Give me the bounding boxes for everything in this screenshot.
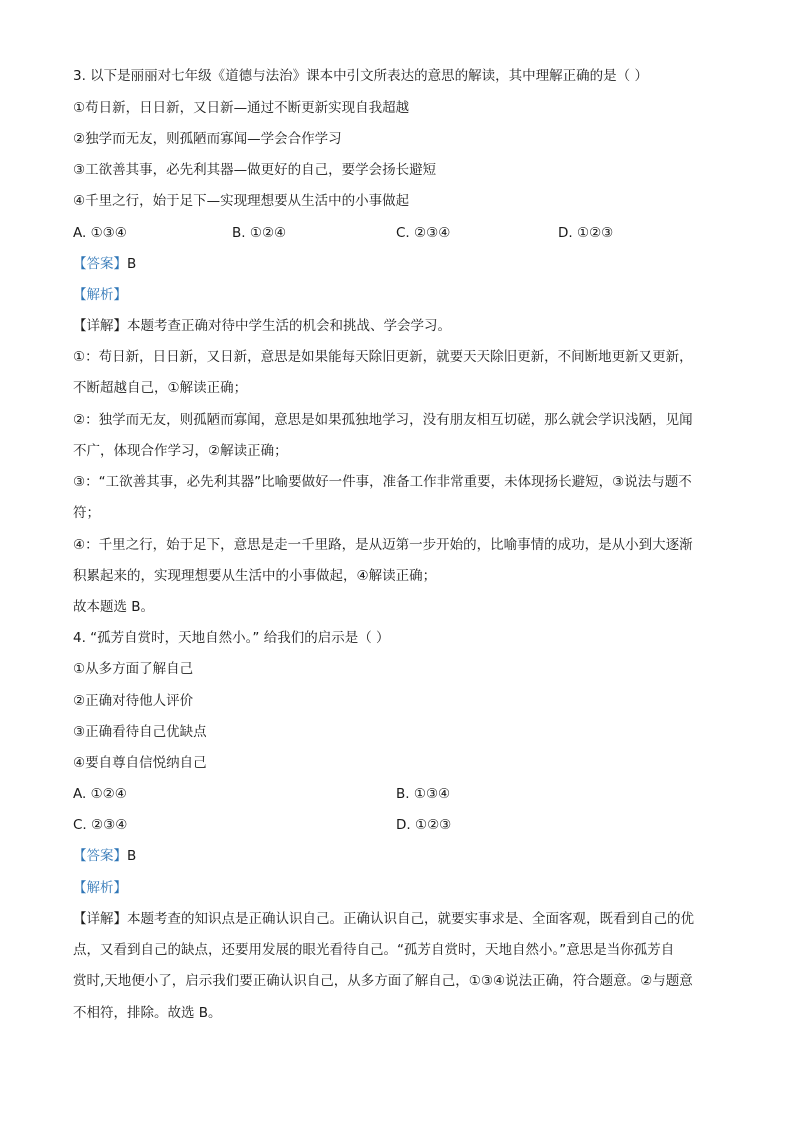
q4-explain-line: 赏时,天地便小了，启示我们要正确认识自己，从多方面了解自己，①③④说法正确，符合题意。②与题意 (73, 973, 693, 989)
q4-answer-value: B (127, 848, 137, 864)
q3-answer-value: B (127, 256, 137, 272)
q4-explain-line: 本题考查的知识点是正确认识自己。正确认识自己，就要实事求是、全面客观，既看到自己的优 (127, 911, 694, 927)
q3-answer-label: 【答案】 (73, 256, 127, 272)
q3-answer (73, 254, 136, 274)
q4-option-d: D. ①②③ (396, 817, 452, 833)
q4-option-a: A. ①②④ (73, 786, 127, 802)
q3-detail-text: 本题考查正确对待中学生活的机会和挑战、学会学习。 (127, 318, 451, 334)
q4-detail-label: 【详解】 (73, 911, 127, 927)
q3-explain-line: 不广，体现合作学习，②解读正确； (73, 443, 288, 459)
q4-item-2: ②正确对待他人评价 (73, 693, 194, 709)
q4-item-4: ④要自尊自信悦纳自己 (73, 755, 207, 771)
q3-stem: 3. 以下是丽丽对七年级《道德与法治》课本中引文所表达的意思的解读，其中理解正确的是（ ） (73, 68, 648, 84)
q3-explain-line: ③：“工欲善其事，必先利其器”比喻要做好一件事，准备工作非常重要，未体现扬长避短，③说法与题不 (73, 474, 692, 490)
q3-item-4: ④千里之行，始于足下—实现理想要从生活中的小事做起 (73, 193, 410, 209)
q3-explain-line: 不断超越自己，①解读正确； (73, 380, 248, 396)
q3-explain-line: ①：苟日新，日日新，又日新，意思是如果能每天除旧更新，就要天天除旧更新，不间断地更新又更新， (73, 349, 693, 365)
q4-answer (73, 846, 136, 866)
q3-detail-label: 【详解】 (73, 318, 127, 334)
q3-option-b: B. ①②④ (232, 225, 287, 241)
q3-conclusion: 故本题选 B。 (73, 599, 155, 615)
q4-answer-label: 【答案】 (73, 848, 127, 864)
q4-explain-line: 不相符，排除。故选 B。 (73, 1005, 222, 1021)
q3-explain-line: ②：独学而无友，则孤陋而寡闻，意思是如果孤独地学习，没有朋友相互切磋，那么就会学识浅陋，见闻 (73, 412, 693, 428)
q3-item-2: ②独学而无友，则孤陋而寡闻—学会合作学习 (73, 131, 342, 147)
q3-analysis-label: 【解析】 (73, 287, 127, 303)
q4-option-c: C. ②③④ (73, 817, 128, 833)
q3-explain-line: 符； (73, 505, 100, 521)
q3-item-1: ①苟日新，日日新，又日新—通过不断更新实现自我超越 (73, 100, 410, 116)
q4-option-b: B. ①③④ (396, 786, 451, 802)
q4-stem: 4. “孤芳自赏时，天地自然小。” 给我们的启示是（ ） (73, 630, 390, 646)
q3-option-c: C. ②③④ (396, 225, 451, 241)
q4-analysis-label: 【解析】 (73, 880, 127, 896)
q4-item-1: ①从多方面了解自己 (73, 661, 194, 677)
q3-detail (73, 316, 451, 336)
q4-item-3: ③正确看待自己优缺点 (73, 724, 207, 740)
q3-item-3: ③工欲善其事，必先利其器—做更好的自己，要学会扬长避短 (73, 162, 437, 178)
q4-explain-line: 点，又看到自己的缺点，还要用发展的眼光看待自己。“孤芳自赏时，天地自然小。”意思是当你孤芳自 (73, 942, 675, 958)
q3-explain-line: ④：千里之行，始于足下，意思是走一千里路，是从迈第一步开始的，比喻事情的成功，是从小到大逐渐 (73, 537, 693, 553)
q3-explain-line: 积累起来的，实现理想要从生活中的小事做起，④解读正确； (73, 568, 437, 584)
q3-option-a: A. ①③④ (73, 225, 127, 241)
q3-option-d: D. ①②③ (558, 225, 614, 241)
q4-detail (73, 909, 694, 929)
